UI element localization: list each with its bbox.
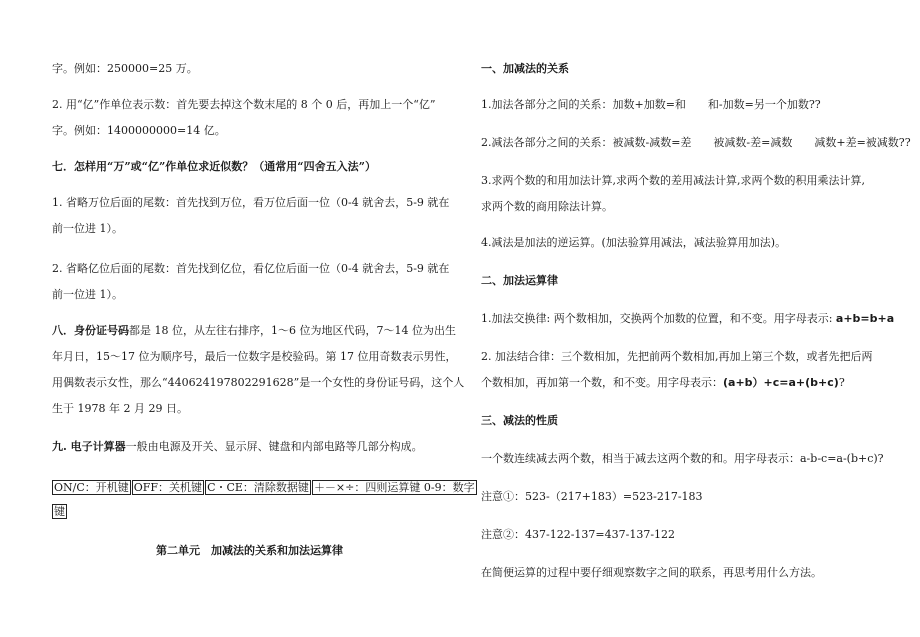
paragraph-yi-unit-line2: 字。例如：1400000000=14 亿。 (52, 124, 226, 137)
heading-addition-laws: 二、加法运算律 (481, 274, 558, 287)
paragraph-example-wan: 字。例如：250000=25 万。 (52, 62, 198, 75)
paragraph-commutative-law (481, 312, 894, 326)
paragraph-omit-yi-line1: 2. 省略亿位后面的尾数：首先找到亿位，看亿位后面一位（0-4 就舍去，5-9 就在 (52, 262, 450, 275)
paragraph-associative-line2 (481, 376, 845, 390)
heading-section-8: 八．身份证号码 (52, 324, 129, 337)
calculator-text: 一般由电源及开关、显示屏、键盘和内部电路等几部分构成。 (125, 440, 423, 453)
paragraph-id-number-line4: 生于 1978 年 2 月 29 日。 (52, 402, 188, 415)
paragraph-omit-wan-line2: 前一位进 1）。 (52, 222, 123, 235)
paragraph-inverse-operation: 4.减法是加法的逆运算。(加法验算用减法，减法验算用加法)。 (481, 236, 787, 249)
paragraph-operations-line2: 求两个数的商用除法计算。 (481, 200, 613, 213)
note-2: 注意②：437-122-137=437-137-122 (481, 528, 676, 541)
heading-section-7: 七．怎样用“万”或“亿”作单位求近似数？（通常用“四舍五入法”） (52, 160, 376, 173)
paragraph-id-number-line1 (52, 324, 456, 338)
key-digits-wrap: 键 (54, 505, 65, 518)
paragraph-calculator (52, 440, 423, 454)
paragraph-omit-wan-line1: 1. 省略万位后面的尾数：首先找到万位，看万位后面一位（0-4 就舍去，5-9 就在 (52, 196, 450, 209)
unit-title: 第二单元 加减法的关系和加法运算律 (156, 544, 343, 557)
key-operators-digits: ＋－×÷：四则运算键 0-9：数字 (313, 481, 475, 494)
commutative-formula: a+b=b+a (835, 312, 895, 325)
paragraph-omit-yi-line2: 前一位进 1）。 (52, 288, 123, 301)
key-clear: C・CE：清除数据键 (207, 481, 309, 494)
calculator-keys-wrap (52, 505, 68, 518)
associative-formula: (a+b）+c=a+(b+c) (723, 376, 839, 389)
paragraph-id-number-line3: 用偶数表示女性，那么“440624197802291628”是一个女性的身份证号码，这个人 (52, 376, 465, 389)
commutative-text: 1.加法交换律: 两个数相加，交换两个加数的位置，和不变。用字母表示: (481, 312, 836, 325)
paragraph-operations-line1: 3.求两个数的和用加法计算,求两个数的差用减法计算,求两个数的积用乘法计算, (481, 174, 865, 187)
associative-text: 个数相加，再加第一个数，和不变。用字母表示： (481, 376, 723, 389)
key-off: OFF：关机键 (133, 481, 203, 494)
paragraph-simplify-tip: 在简便运算的过程中要仔细观察数字之间的联系，再思考用什么方法。 (481, 566, 822, 579)
paragraph-associative-line1: 2. 加法结合律：三个数相加，先把前两个数相加,再加上第三个数，或者先把后两 (481, 350, 873, 363)
associative-end: ? (838, 376, 845, 389)
calculator-keys-row (52, 481, 478, 494)
heading-subtraction-property: 三、减法的性质 (481, 414, 558, 427)
paragraph-id-number-line2: 年月日，15～17 位为顺序号，最后一位数字是校验码。第 17 位用奇数表示男性， (52, 350, 457, 363)
paragraph-subtraction-parts: 2.减法各部分之间的关系：被减数-减数=差 被减数-差=减数 减数+差=被减数?? (481, 136, 911, 149)
paragraph-subtraction-property: 一个数连续减去两个数，相当于减去这两个数的和。用字母表示：a-b-c=a-(b+c)? (481, 452, 884, 465)
heading-addition-subtraction-relation: 一、加减法的关系 (481, 62, 569, 75)
paragraph-yi-unit-line1: 2. 用“亿”作单位表示数：首先要去掉这个数末尾的 8 个 0 后，再加上一个“亿” (52, 98, 436, 111)
key-on-c: ON/C：开机键 (54, 481, 129, 494)
id-number-text: 都是 18 位，从左往右排序，1～6 位为地区代码，7～14 位为出生 (129, 324, 456, 337)
heading-section-9: 九. 电子计算器 (52, 440, 126, 453)
note-1: 注意①：523-（217+183）=523-217-183 (481, 490, 703, 503)
paragraph-addition-parts: 1.加法各部分之间的关系：加数+加数=和 和-加数=另一个加数?? (481, 98, 821, 111)
